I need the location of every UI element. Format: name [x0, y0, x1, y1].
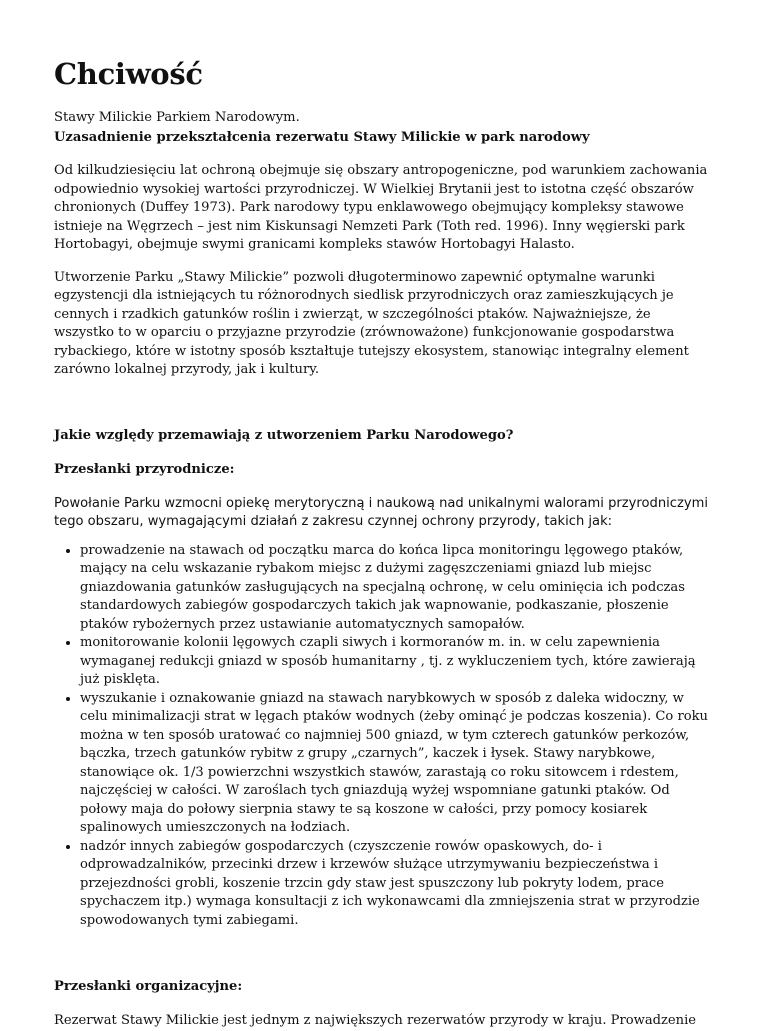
paragraph: Od kilkudziesięciu lat ochroną obejmuje się obszary antropogeniczne, pod warunkiem zachowania odpowiednio wysokiej wartości przyrodniczej. W Wielkiej Brytanii jest to istotna część obszarów chronionych (Duffey 1973). Park narodowy typu enklawowego obejmujący kompleksy stawowe istnieje na Węgrzech – jest nim Kiskunsagi Nemzeti Park (Toth red. 1996). Inny węgierski park Hortobagyi, obejmuje swymi granicami kompleks stawów Hortobagyi Halasto.: [54, 163, 708, 252]
bullet-list: [54, 542, 714, 931]
list-item: • monitorowanie kolonii lęgowych czapli siwych i kormoranów m. in. w celu zapewnienia wymaganej redukcji gniazd w sposób humanitarny , tj. z wykluczeniem tych, które zawierają już pisklęta.: [80, 634, 714, 690]
list-item: • wyszukanie i oznakowanie gniazd na stawach narybkowych w sposób z daleka widoczny, w celu minimalizacji strat w lęgach ptaków wodnych (żeby ominąć je podczas koszenia). Co roku można w ten sposób uratować co najmniej 500 gniazd, w tym czterech gatunków perkozów, bączka, trzech gatunków rybitw z grupy „czarnych”, kaczek i łysek. Stawy narybkowe, stanowiące ok. 1/3 powierzchni wszystkich stawów, zarastają co roku sitowcem i rdestem, najczęściej w całości. W zaroślach tych gniazdują wyżej wspomniane gatunki ptaków. Od połowy maja do połowy sierpnia stawy te są koszone w całości, przy pomocy kosiarek spalinowych umieszczonych na łodziach.: [80, 690, 714, 838]
paragraph: Utworzenie Parku „Stawy Milickie” pozwoli długoterminowo zapewnić optymalne warunki egzystencji dla istniejących tu różnorodnych siedlisk przyrodniczych oraz zamieszkujących je cennych i rzadkich gatunków roślin i zwierząt, w szczególności ptaków. Najważniejsze, że wszystko to w oparciu o przyjazne przyrodzie (zrównoważone) funkcjonowanie gospodarstwa rybackiego, które w istotny sposób kształtuje tutejszy ekosystem, stanowiąc integralny element zarówno lokalnej przyrody, jak i kultury.: [54, 269, 689, 377]
paragraph: Rezerwat Stawy Milickie jest jednym z największych rezerwatów przyrody w kraju. Prowadzenie: [54, 1013, 697, 1028]
intro-block: [54, 108, 714, 148]
paragraph: Powołanie Parku wzmocni opiekę merytoryczną i naukową nad unikalnymi walorami przyrodniczymi tego obszaru, wymagającymi działań z zakresu czynnej ochrony przyrody, takich jak:: [54, 495, 708, 529]
page-title: Chciwość: [54, 57, 203, 91]
list-item: • nadzór innych zabiegów gospodarczych (czyszczenie rowów opaskowych, do- i odprowadzalników, przecinki drzew i krzewów służące utrzymywaniu bezpieczeństwa i przejezdności grobli, koszenie trzcin gdy staw jest spuszczony lub pokryty lodem, prace spychaczem itp.) wymaga konsultacji z ich wykonawcami dla zmniejszenia strat w przyrodzie spowodowanych tymi zabiegami.: [80, 838, 714, 931]
section-heading-natural: Przesłanki przyrodnicze:: [54, 461, 235, 477]
section-heading-justification: Uzasadnienie przekształcenia rezerwatu Stawy Milickie w park narodowy: [54, 130, 590, 145]
section-heading-question: Jakie względy przemawiają z utworzeniem Parku Narodowego?: [54, 427, 514, 443]
list-item: • prowadzenie na stawach od początku marca do końca lipca monitoringu lęgowego ptaków, mający na celu wskazanie rybakom miejsc z dużymi zagęszczeniami gniazd lub miejsc gniazdowania gatunków zasługujących na specjalną ochronę, w celu ominięcia ich podczas standardowych zabiegów gospodarczych takich jak wapnowanie, podkaszanie, płoszenie ptaków rybożernych przez ustawianie automatycznych samopałów.: [80, 542, 714, 635]
section-heading-organizational: Przesłanki organizacyjne:: [54, 979, 243, 994]
subtitle: Stawy Milickie Parkiem Narodowym.: [54, 110, 300, 125]
